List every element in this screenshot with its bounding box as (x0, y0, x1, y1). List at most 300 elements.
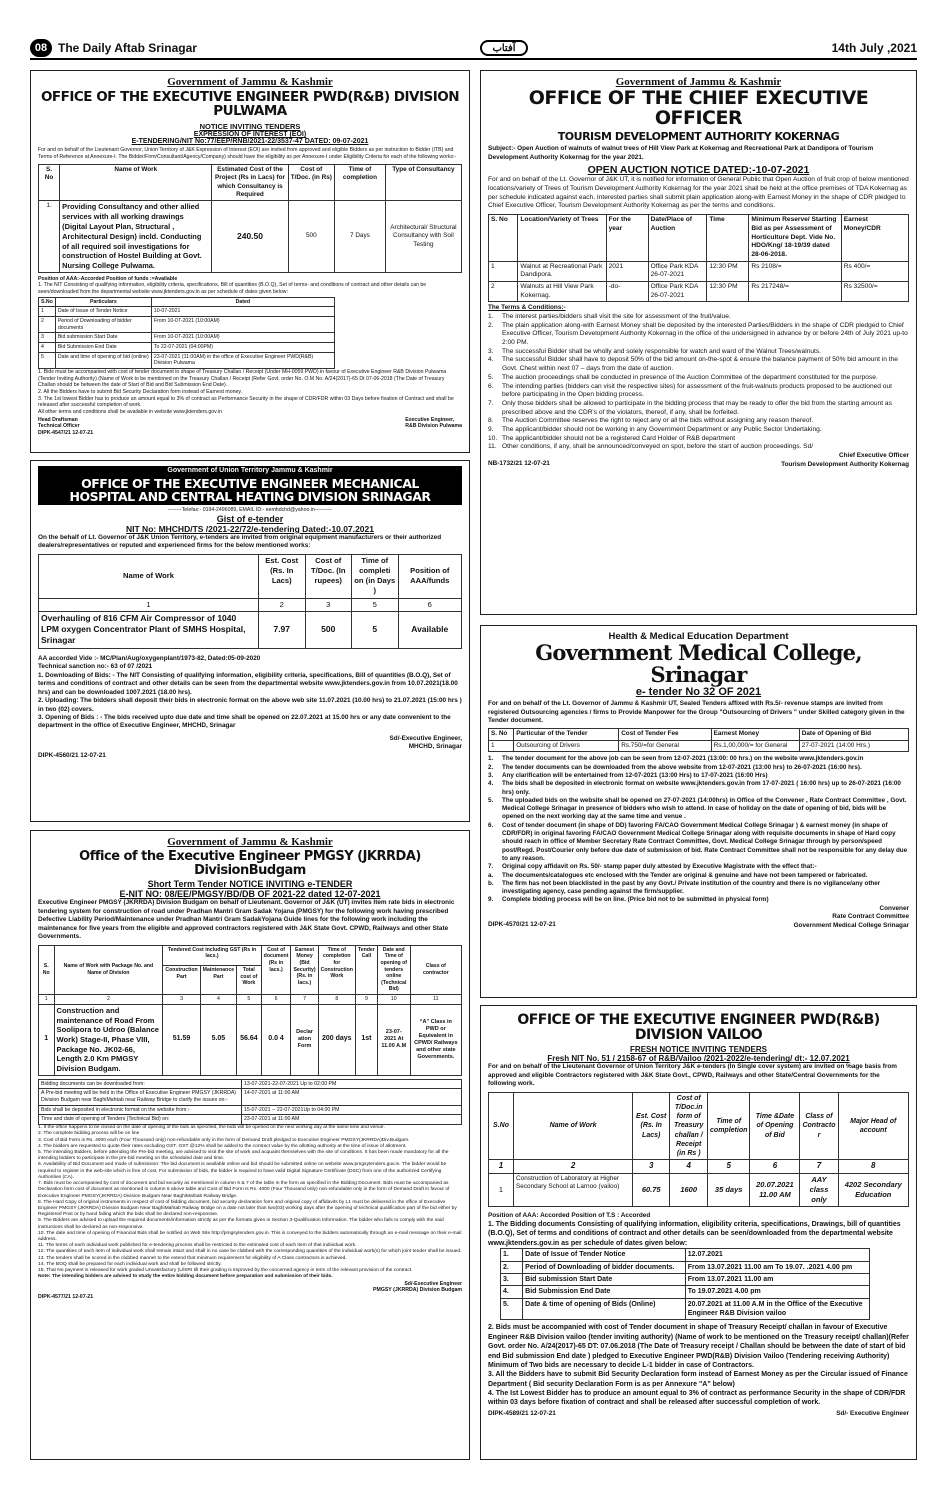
ad-title: Office of the Executive Engineer PMGSY (JKRRDA) DivisionBudgam (79, 849, 421, 878)
signature: Chief Executive Officer Tourism Development Authority Kokernag (781, 452, 909, 468)
table-cell: Time and date of opening of Tenders (Technical Bid) on: (39, 1115, 242, 1125)
column-header: Cost of Tender Fee (619, 729, 711, 740)
note-item: 10. The date and time of opening of Financial Bids shall be notified on Web Site http://pmgsytenders.gov.in. This is conveyed to the bidders automatically through an e-mail message on their e-mail address. (38, 1230, 462, 1243)
note-item: All other terms and conditions shall be available in website www.jktenders.gov.in (38, 408, 222, 415)
column-header: Name of Work (39, 554, 259, 598)
column-header: Date and Time of opening of tenders online (Technical Bid) (377, 945, 410, 995)
list-item-number: 7. (488, 863, 494, 871)
terms-list (488, 313, 909, 452)
signature: Sd/- Executive Engineer (836, 1409, 909, 1417)
table-header-row (39, 554, 462, 598)
note-item: 4. The Ist Lowest Bidder has to produce an amount equal to 3% of contract as performance Security in the shape of CDR/FDR within 03 days before fixation of contract and shall be released after successful completion of work. (488, 1390, 906, 1407)
auction-table (488, 214, 909, 302)
table-cell: From 10-07-2021 (10:00AM) (151, 317, 334, 333)
table-cell: 6 (261, 995, 291, 1005)
note-item: 2. Bids must be accompanied with cost of Tender document in shape of Treasury Receipt/ challan in favour of Executive Engineer R&B Division vailoo (tender inviting authority) (Name of work to be mentioned on the Treasury receipt/ challan)(Refer Govt. order No. A/24(2017)-65 DT: 07.06.2018 (The Date of Treasury receipt / Challan should be between the date of start of bid end Bid submission End date ) pledged to Executive Engineer PWD(R&B) Division Vailoo (Tendering receiving Authority) Minimum of Two bids are necessary to decide L-1 bidder in case of Contractors. (488, 1324, 909, 1369)
table-cell: 500 (305, 611, 352, 648)
list-item (488, 822, 909, 863)
table-cell: 1 (39, 1004, 55, 1075)
table-cell: 4 (39, 343, 56, 353)
contact-line: --------Telefax:- 0194-2496089, EMAIL ID:- eemhdchd@yahoo.in---------- (167, 507, 333, 514)
ad-gmc-srinagar (480, 625, 917, 998)
column-header: Date of Opening of Bid (799, 729, 908, 740)
table-cell: Date & time of opening of Bids (Online) (523, 1298, 686, 1320)
list-item-text: The applicant/bidder should not be a registered Card Holder of R&B department (502, 434, 736, 442)
column-header: Particulars (55, 297, 151, 307)
note-item: 6. Availability of Bid Document and mode of submission: The bid document is available online and bid should be submitted online on website www.pmgsytenders.gov.in. The bidder would be required to register in the web-site which is free of cost. For submission of bids, the bidder is required to have valid Digital Signature Certificate (DSC) from one of the authorized Certifying Authorities (CA). (38, 1162, 447, 1180)
column-header: Estimated Cost of the Project (Rs in Lacs) for which Consultancy is Required (212, 164, 288, 201)
list-item (488, 780, 909, 797)
column-header: Time of completion for Construction Work (318, 945, 355, 995)
ad-intro: For and on behalf of the Lt. Governor of Jammu & Kashmir UT, Sealed Tenders affixed with Rs.5/- revenue stamps are invited from registered Outsourcing agencies / firms to Provide Manpower for the Group "Outsourcing of Drivers " under Skilled category given in the Tender document. (488, 700, 905, 724)
table-cell: Bidding documents can be downloaded from: (39, 1079, 242, 1089)
note-item: 9. The Bidders are advised to upload the required documents/information strictly as per the formats given in Section 3-Qualification Information. The bidder who fails to comply with the said instructions shall be declared as non-responsive. (38, 1218, 444, 1230)
table-cell: Declar ation Form (291, 1004, 318, 1075)
table-cell: Walnut at Recreational Park Dandipora. (518, 261, 606, 281)
list-item-text: The Auction Committee reserves the right to reject any or all the bids without assigning any reason thereof. (502, 417, 814, 425)
table-cell: 15-07-2021 -- 22-07-2021Up to 04:00 PM (242, 1105, 462, 1115)
table-row (39, 1079, 462, 1089)
list-item-text: The applicant/bidder should not be working in any Government Department or any Public Sector Undertaking. (502, 426, 822, 434)
position-line: Position of AAA:-Accorded Position of funds :=Available (38, 275, 178, 282)
note-item: 3. The 1st lowest Bidder has to produce an amount equal to 3% of contract as Performance Security in the shape of CDR/FDR within 03 Days before fixation of Contract and shall be released after successful completion of work. (38, 395, 454, 409)
note-item: 1. Downloading of Bids: - The NIT Consisting of qualifying information, eligibility criteria, specifications, Bill of quantities (B.O.Q), Set of terms and conditions of contract and other details can be seen from the departmental website www.jktenders.gov.in from 10.07.2021(18.00 hrs) and can be downloaded 1007.2021 (18.00 hrs). (38, 671, 458, 696)
table-cell: Bid Submission End Date (523, 1286, 686, 1298)
table-cell: Walnuts at Hill View Park Kokernag. (518, 282, 606, 302)
column-header: Class of contractor (410, 945, 461, 995)
list-item (488, 797, 909, 822)
gist-heading: Gist of e-tender (216, 513, 284, 524)
list-item-number: 11. (488, 443, 497, 451)
column-header: S. No (39, 945, 55, 995)
list-item (488, 417, 909, 426)
column-header: Time of completion (708, 1092, 750, 1160)
works-table (38, 554, 462, 649)
column-header: Time &Date of Opening of Bid (750, 1092, 800, 1160)
list-item-number: 4. (488, 780, 494, 788)
list-item-number: 3. (488, 347, 494, 355)
table-cell: 23-07-2021 (11:00AM) in the office of Executive Engineer PWD(R&B) Division Pulwama (151, 352, 334, 368)
list-item (488, 356, 909, 373)
table-cell: 3. (501, 1273, 523, 1285)
ad-mechanical-hospital (30, 460, 470, 822)
table-cell: 1st (355, 1004, 377, 1075)
ad-intro: For and on behalf of the Lt. Governor of J&K UT, it is notified for information of General Public that Open Auction of fruit crop of below mentioned locations/variety of Trees of Tourism Development Authority Kokernag for the year 2021 shall be held at the office premises of TDA Kokernag as per schedule indicated against each. Interested parties shall submit plain application along-with Earnest Money in the shape of CDR pledged to Chief Executive Officer, Tourism Development Authority Kokernag as per the terms and conditions. (488, 176, 909, 210)
table-header-row (489, 215, 909, 262)
ad-intro: For and on behalf of the Lieutenant Governor, Union Territory of J&K Expression of Interest (EOI) are invited from approved and eligible Bidders as per instruction to Bidder (ITB) and Terms of Reference at Annexure-I. The Bidder/Firm/Consultant/Agency/Company) should have the eligibility as per Annexure-I under Eligibility Criteria for each of the following works:- (38, 147, 457, 160)
list-item (488, 896, 909, 904)
table-cell: 4 (200, 995, 236, 1005)
column-header: Cost of document (Rs in lacs.) (261, 945, 291, 995)
ad-eoi: EXPRESSION OF INTEREST (EOI) (193, 131, 307, 139)
note-item: 13. The tenders shall be scored in the clubbed manner to the extend that minimum requirement for eligibility of A Class contractors is achieved. (38, 1255, 347, 1261)
table-header-row (39, 164, 462, 201)
list-item (488, 374, 909, 383)
column-header: Name of Work (514, 1092, 633, 1160)
table-cell: Office Park KDA 26-07-2021 (648, 282, 707, 302)
table-header-row (39, 945, 462, 966)
subject-line: Subject:- Open Auction of walnuts of walnut trees of Hill View Park at Kokernag and Recreational Park at Dandipora of Tourism Development Authority Kokernag for the year 2021. (488, 145, 874, 161)
table-cell: -do- (606, 282, 648, 302)
table-cell: 2 (489, 282, 518, 302)
table-cell: 5.05 (200, 1004, 236, 1075)
table-cell: 2 (54, 995, 163, 1005)
list-item-text: The successful Bidder shall be wholly and solely responsible for watch and ward of the Walnut Trees/walnuts. (502, 347, 821, 355)
table-cell: 1 (39, 307, 56, 317)
column-header: Est. Cost (Rs. In Lacs) (633, 1092, 670, 1160)
schedule-table (500, 1248, 870, 1320)
table-cell: 4 (670, 1160, 708, 1174)
dipk-number: NB-1732/21 12-07-21 (488, 460, 550, 468)
table-cell: 1 (489, 1160, 514, 1174)
table-row (39, 1004, 462, 1075)
list-item (488, 755, 909, 763)
table-cell: 2 (514, 1160, 633, 1174)
ad-intro: For and on behalf of the Lieutenant Governor of Union Territory J&K e-tenders (In Single cover system) are invited on %age basis from approved and eligible Contractors registered with J&K State Govt., CPWD, Railways and other State/Central Governments for the following work. (488, 1063, 897, 1088)
note-item: 3. All the Bidders have to submit Bid Security Declaration form instead of Earnest Money as per the Circular issued of Finance Department ( Bid security Declaration Form is as per Annexure "A" below) (488, 1371, 908, 1388)
table-cell: 12:30 PM (707, 282, 749, 302)
list-item-number: 10. (488, 434, 498, 442)
schedule-table (38, 297, 335, 369)
position-line: Position of AAA: Accorded Position of T.S : Accorded (488, 1211, 651, 1219)
note-1: 1. The NIT Consisting of qualifying information, eligibility criteria, specifications, Bill of quantities (B.O.Q), Set of terms- and conditions of contract and other details can be seen/downloaded from the departmental website www.jktenders.gov.in as per schedule of dates given below: (38, 282, 427, 296)
column-header: Earnest Money (711, 729, 799, 740)
list-item-number: 6. (488, 382, 494, 390)
note-item: 15. That No payment is released for work graded Unsatisfactory (U/SRI till their grading is improved by the concerned agency in term of the relevant provision of the contract. (38, 1268, 413, 1274)
note-item: 1. Bids must be accompanied with cost of tender document in shape of Treasury Challan / Receipt (Under MH-0059 PWD) in favour of Executive Engineer R&B Division Pulwama (Tender Inviting Authority) (Name of Work to be mentioned on the Treasury Challan / Receipt (Refer Govt. order No. O.M No. A/24(2017)-65 Dt 07-06-2018 (The Date of Treasury Challan should be between the date of Start of Bid and Bid Submission End Date). (38, 369, 447, 389)
list-item-text: The successful Bidder shall have to deposit 50% of the bid amount on-the-spot & ensure the balance payment of 50% bid amount in the Govt. Chest within next 07 – days from the date of auction. (502, 356, 898, 373)
table-cell: “A” Class in PWD or Equivalent in CPWD/ Railways and other state Governments. (410, 1004, 461, 1075)
table-cell: 56.64 (237, 1004, 262, 1075)
list-item-number: 9. (488, 896, 494, 904)
table-cell: 20.07.2021 11.00 AM (750, 1173, 800, 1206)
list-item-text: The tender document for the above job can be seen from 12-07-2021 (13:00: 00 hrs.) on the website www.jktenders.gov.in (502, 755, 864, 763)
column-header: Minimum Reserve/ Starting Bid as per Assessment of Horticulture Dept. Vide No. HDO/Kng/ 18-19/39 dated 28-06-2018. (749, 215, 841, 262)
list-item-text: The firm has not been blacklisted in the past by any Govt./ Private institution of the country and there is no vigilance/any other investigating agency, case pending against the firm/supplier. (502, 879, 881, 896)
table-row (39, 611, 462, 648)
note-item: 2. Uploading: The bidders shall deposit their bids in electronic format on the above web site 11.07.2021 (10.00 hrs) to 21.07.2021 (15:00 hrs ) in two (02) covers. (38, 697, 462, 713)
column-header: Cost of T/Doc. (In rupees) (305, 554, 352, 598)
dipk-number: DIPK-4560/21 12-07-21 (38, 751, 106, 759)
table-cell: Architectural/ Structural Consultancy with Soil Testing (385, 201, 461, 272)
list-item-number: 1. (488, 755, 494, 763)
table-cell: 11 (410, 995, 461, 1005)
list-item (488, 772, 909, 780)
ad-government-line: Government of Jammu & Kashmir (167, 76, 333, 88)
list-item-text: The tender documents can be downloaded from the above website from 12-07-2021 (13:00 hrs) to 26-07-2021 (16:00 hrs). (502, 763, 862, 771)
column-header: Construction Part (163, 966, 200, 995)
etender-number: e- tender No 32 OF 2021 (635, 686, 762, 699)
page-header (30, 38, 917, 60)
signature: Sd/-Executive Engineer PMGSY (JKRRDA) Division Budgam (373, 1280, 462, 1294)
column-header: Earnest Money/CDR (841, 215, 908, 262)
table-row (39, 1115, 462, 1125)
list-item (488, 348, 909, 357)
list-item-text: The uploaded bids on the website shall be opened on 27-07-2021 (14:00hrs) in Office of the Convener , Rate Contract Committee , Govt. Medical College Srinagar in presence of bidders who wish to attend. In case of holiday on the date of opening of bid, bids will be opened on the next working day at the same time and venue . (502, 796, 907, 821)
table-cell: Rs 2108/= (749, 261, 841, 281)
table-row (501, 1261, 870, 1273)
ad-subtitle: TOURISM DEVELOPMENT AUTHORITY KOKERNAG (557, 129, 840, 143)
list-item (488, 383, 909, 400)
ad-title: OFFICE OF THE EXECUTIVE ENGINEER PWD(R&B) DIVISION PULWAMA (40, 89, 460, 120)
note-item: 14. The BOQ shall be prepared for each individual work and shall be followed strictly. (38, 1261, 222, 1267)
column-header: Cost of T/Doc. (in Rs) (288, 164, 335, 201)
table-cell: 1. (39, 201, 60, 272)
table-row (489, 1160, 909, 1174)
terms-heading: The Terms & Conditions:- (488, 304, 566, 312)
table-row (39, 317, 335, 333)
column-header: Time (707, 215, 749, 262)
table-cell: 1 (39, 598, 259, 611)
table-cell: 5 (237, 995, 262, 1005)
table-cell: 23-07-2021 At 11.00 A.M (377, 1004, 410, 1075)
table-cell: 8 (838, 1160, 908, 1174)
column-header: Earnest Money (Bid Security) (Rs. in lacs.) (291, 945, 318, 995)
list-item (488, 880, 909, 897)
note-item: 8. The Hard Copy of original instruments in respect of cost of bidding document, bid security declaration form and original copy of affidavits by L1 must be delivered in the office of Executive Engineer PMGSY (JKRRDA) Division Budgam Near BaghiMahtab Railway Bridge on a date not later than two(03) working days after the opening of technical qualification part of the bid either by Registered Post or by hand failing which the bids shall be declared non-responsive. (38, 1199, 457, 1218)
ad-pmgsy-budgam (30, 830, 470, 1460)
table-cell: Rs 400/= (841, 261, 908, 281)
dipk-number: DIPK-4589/21 12-07-21 (488, 1409, 556, 1417)
table-cell: 1 (489, 261, 518, 281)
column-header: S. No (489, 215, 518, 262)
column-header: Maintenance Part (200, 966, 236, 995)
table-cell: 27-07-2021 (14:00 Hrs.) (799, 740, 908, 751)
list-item (488, 863, 909, 871)
list-item (488, 872, 909, 880)
note-item: 2. The complete bidding process will be on line (38, 1131, 140, 1137)
table-cell: From 10-07-2021 (10:00AM) (151, 333, 334, 343)
page-number: 08 (30, 39, 52, 57)
table-cell: Bids shall be deposited in electronic format on the website from:- (39, 1105, 242, 1115)
list-item-number: 5. (488, 373, 494, 381)
table-cell: Bid submission Start Date (523, 1273, 686, 1285)
table-row (39, 352, 335, 368)
column-header: Name of Work with Package No. and Name of Division (54, 945, 163, 995)
signature-right: Executive Engineer, R&B Division Pulwama (405, 416, 462, 430)
table-cell: 20.07.2021 at 11.00 A.M in the Office of the Executive Engineer R&B Division vailoo (685, 1298, 870, 1320)
table-cell: Date of Issue of Tender Notice (55, 307, 151, 317)
table-row (39, 995, 462, 1005)
column-header: Type of Consultancy (385, 164, 461, 201)
table-cell: 23-07-2021 at 11:00 AM (242, 1115, 462, 1125)
table-cell: Date of Issue of Tender Notice (523, 1249, 686, 1261)
list-item-text: Any clarification will be entertained from 12-07-2021 (13:00 Hrs) to 17-07-2021 (16:00 Hrs) (502, 771, 768, 779)
table-row (39, 1089, 462, 1105)
nit-number: NIT No: MHCHD/TS /2021-22/72/e-tendering Dated:-10.07.2021 (126, 523, 374, 534)
table-cell: 5 (708, 1160, 750, 1174)
column-header: Position of AAA/funds (398, 554, 461, 598)
list-item-text: Cost of tender document (in shape of DD) favoring FA/CAO Government Medical College Srinagar ) & earnest money (in shape of CDR/FDR) in original favoring FA/CAO Government Medical College Srinagar along with requisite documents in shape of Hard copy should reach in office of Member Secretary Rate Contract Committee, Govt. Medical College Srinagar through by person/speed post/Regd. Post/Courier only before due date of submission of bid. Rate Contract Committee shall not be responsible for any delay due to any reason. (502, 821, 908, 862)
list-item (488, 764, 909, 772)
table-cell: Overhauling of 816 CFM Air Compressor of 1040 LPM oxygen Concentrator Plant of SMHS Hospital, Srinagar (39, 611, 259, 648)
table-cell: 2. (501, 1261, 523, 1273)
list-item-text: Complete bidding process will be on line. (Price bid not to be submitted in physical form) (502, 896, 769, 904)
table-cell: 240.50 (212, 201, 288, 272)
nit-number: E-NIT NO: 08/EE/PMGSY/BD/DB OF 2021-22 dated 12-07-2021 (119, 889, 381, 900)
table-cell: 5 (352, 611, 399, 648)
table-cell: Office Park KDA 26-07-2021 (648, 261, 707, 281)
table-cell: 4. (501, 1286, 523, 1298)
list-item (488, 426, 909, 435)
table-cell: AAY class only (800, 1173, 838, 1206)
ad-government-line: Government of Jammu & Kashmir (167, 836, 333, 848)
table-header-row (39, 297, 335, 307)
note-item: 2. All the Bidders have to submit Bid Security Declaration form instead of Earnest money. (38, 389, 243, 396)
table-cell: To 22-07-2021 (04:00PM) (151, 343, 334, 353)
list-item-text: The auction proceedings shall be conducted in presence of the Auction Committee of the department constituted for the purpose. (502, 373, 878, 381)
table-cell: 6 (398, 598, 461, 611)
table-cell: 1 (489, 1173, 514, 1206)
list-item-text: The intending parties (bidders can visit the respective sites) for assessment of the fruit-walnuts products proposed to be auctioned out before participating in the Open bidding process. (502, 382, 892, 399)
table-cell: Rs 32500/= (841, 282, 908, 302)
list-item-text: Other conditions, if any, shall be announced/conveyed on spot, before the start of auction proceedings. Sd/ (502, 443, 814, 451)
short-term-line: Short Term Tender NOTICE INVITING e-TENDER (147, 879, 353, 890)
table-row (39, 1105, 462, 1115)
table-cell: 3 (39, 333, 56, 343)
dipk-number: DIPK-4570/21 12-07-21 (488, 921, 556, 929)
note-item: 11. The terms of each individual work published for e-tendering process shall be restricted to the estimated cost of each item of that individual work. (38, 1243, 357, 1249)
ts-line: Technical sanction no:- 63 of 07 /2021 (38, 663, 153, 671)
table-cell: Period of Downloading of bidder documents (55, 317, 151, 333)
tender-table (488, 728, 909, 752)
table-cell: 5. (501, 1298, 523, 1320)
list-item (488, 400, 909, 417)
ad-tourism-kokernag (480, 70, 917, 615)
fresh-notice: FRESH NOTICE INVITING TENDERS (630, 1045, 767, 1055)
list-item-text: The interest parties/bidders shall visit the site for assessment of the fruit/value. (502, 312, 731, 320)
table-cell: Period of Downloading of bidder documents. (523, 1261, 686, 1273)
list-item (488, 322, 909, 348)
table-cell: 5 (352, 598, 399, 611)
list-item-text: The plain application along-with Earnest Money shall be deposited by the interested Parties/Bidders in the shape of CDR pledged to Chief Executive Officer, Tourism Development Authority Kokernag in the office of the undersigned in advance by or before 24th of July 2021 up-to 2:00 PM. (502, 321, 908, 347)
list-item-number: 1. (488, 312, 494, 320)
table-row (39, 598, 462, 611)
nit-number: Fresh NIT No. 51 / 2158-67 of R&B/Vailoo /2021-2022/e-tendering/ dt:- 12.07.2021 (547, 1054, 850, 1064)
table-cell: A Pre-bid meeting will be held in the Office of Executive Engineer PMGSY (JKRRDA) Division Budgam near BaghiMahtab near Railway Bridge to clarify the issues on:- (39, 1089, 242, 1105)
column-header: Time of completion (335, 164, 386, 201)
schedule-table (38, 1079, 462, 1125)
works-table (38, 945, 462, 1076)
column-header: S.No (39, 297, 56, 307)
column-header: Est. Cost (Rs. In Lacs) (258, 554, 305, 598)
list-item-number: 5. (488, 796, 494, 804)
table-cell: 2 (39, 317, 56, 333)
table-row (489, 740, 909, 751)
table-cell: Rs.1,00,000/= for General (711, 740, 799, 751)
table-cell: 8 (318, 995, 355, 1005)
table-cell: From 13.07.2021 11.00 am (685, 1273, 870, 1285)
column-header: Location/Variety of Trees (518, 215, 606, 262)
column-header: Tender Call (355, 945, 377, 995)
note-item: 4. The bidders are requested to quote their rates excluding GST. GST @12% shall be added to the contract value by the allotting authority at the time of issue of allotment. (38, 1143, 407, 1149)
table-cell: 1 (39, 995, 55, 1005)
table-cell: 14-07-2021 at 11:00 AM (242, 1089, 462, 1105)
table-cell: 12.07.2021 (685, 1249, 870, 1261)
table-row (39, 343, 335, 353)
column-header: Time of completi on (in Days ) (352, 554, 399, 598)
list-item-number: 8. (488, 417, 494, 425)
note-item: 1. If the office happens to be closed on the date of opening of the bids as specified, the bids will be opened on the next working day at the same time and venue. (38, 1125, 385, 1131)
table-cell: 1600 (670, 1173, 708, 1206)
ad-reference: E-TENDERING/NIT No:77/EEP/RNB/2021-22/3537-47 DATED: 09-07-2021 (131, 138, 369, 146)
table-cell: 10 (377, 995, 410, 1005)
ad-intro: On the behalf of Lt. Governor of J&K Union Territory, e-tenders are invited from original equipment manufacturers or their authorized dealers/representatives or reputed and experienced firms for the below mentioned works: (38, 533, 442, 550)
column-header: Particular of the Tender (514, 729, 619, 740)
table-row (501, 1249, 870, 1261)
table-cell: 200 days (318, 1004, 355, 1075)
list-item-text: Only those bidders shall be allowed to participate in the bidding process that may be ready to offer the bid from the starting amount as prescribed above and the CDR's of the violators, thereof, if any, shall be forfeited. (502, 399, 892, 416)
note-item: 12. The quantities of each item of individual work shall remain intact and shall in no case be clubbed with the corresponding quantities of the individual work(s) for which joint tender shall be issued. (38, 1249, 462, 1255)
list-item-number: 9. (488, 426, 494, 434)
table-cell: 2 (258, 598, 305, 611)
list-item (488, 443, 909, 452)
table-cell: 3 (633, 1160, 670, 1174)
ad-intro: Executive Engineer PMGSY (JKRRDA) Division Budgam on behalf of Lieutenant. Governor of J&K (UT) invites Item rate bids in electronic tendering system for construction of road under Pradhan Mantri Gram Sadak Yojana (PMGSY) for the following work having prescribed Defective Liability Period/Maintenance under Pradhan Mantri Gram SadakYojana Guide lines for the following work including the maintenance for five years from the eligible and approved contractors registered with J&K State Govt. CPWD, Railways and other State Governments. (38, 899, 455, 941)
list-item-text: Original copy affidavit on Rs. 50/- stamp paper duly attested by Executive Magistrate with the effect that:- (502, 863, 817, 871)
ad-government-line: Government of Jammu & Kashmir (615, 76, 782, 88)
table-cell: 500 (288, 201, 335, 272)
table-cell: 3 (163, 995, 200, 1005)
note-item: 3. Opening of Bids : - The bids received upto due date and time shall be opened on 22.07.2021 at 15.00 hrs or any date convenient to the department in the office of Executive Engineer, MHCHD, Srinagar (38, 713, 451, 730)
table-cell: 35 days (708, 1173, 750, 1206)
ad-government-line: Government of Union Territory Jammu & Kashmir (38, 466, 462, 475)
table-cell: 3 (305, 598, 352, 611)
table-row (501, 1298, 870, 1320)
table-cell: 13-07-2021-22-07-2021 Up to 02:00 PM (242, 1079, 462, 1089)
table-header-row (489, 1092, 909, 1160)
ad-title: OFFICE OF THE CHIEF EXECUTIVE OFFICER (528, 87, 869, 129)
column-header: For the year (606, 215, 648, 262)
list-item-number: 7. (488, 399, 494, 407)
note-item: 3. Cost of Bid Form is Rs. 4000 each (Four Thousand only) non-refundable only in the form of Demand Draft pledged to Executive Engineer PMGSY(JKRRDA)Div.Budgam. (38, 1137, 410, 1143)
dipk-number: DIPK-4547/21 12-07-21 (38, 429, 94, 436)
column-header: S.No (489, 1092, 514, 1160)
table-cell: 5 (39, 352, 56, 368)
ad-title: OFFICE OF THE EXECUTIVE ENGINEER MECHANICAL HOSPITAL AND CENTRAL HEATING DIVISION SRINAGAR (38, 475, 462, 505)
newspaper-logo: آفتاب (480, 40, 528, 56)
column-header: Major Head of account (838, 1092, 908, 1160)
column-header: S. No (39, 164, 60, 201)
note-item: Note: The intending bidders are advised to study the entire bidding document before preparation and submission of their bids. (38, 1274, 333, 1280)
table-cell: 60.75 (633, 1173, 670, 1206)
table-cell: Bid Submission End Date (55, 343, 151, 353)
column-header: Date/Place of Auction (648, 215, 707, 262)
auction-notice: OPEN AUCTION NOTICE DATED:-10-07-2021 (587, 164, 810, 177)
list-item-number: 3. (488, 771, 494, 779)
signature-left: Head Draftsman Technical Officer (38, 416, 80, 430)
table-cell: Rs.750/=for General (619, 740, 711, 751)
ad-pwd-vailoo (480, 1005, 917, 1460)
table-cell: 51.59 (163, 1004, 200, 1075)
works-table (38, 164, 462, 273)
table-cell: 2021 (606, 261, 648, 281)
ad-title: OFFICE OF THE EXECUTIVE ENGINEER PWD(R&B) DIVISION VAILOO (517, 1012, 880, 1043)
table-cell: 0.0 4 (261, 1004, 291, 1075)
table-cell: 7.97 (258, 611, 305, 648)
table-cell: 6 (750, 1160, 800, 1174)
list-item-number: 6. (488, 821, 494, 829)
note-item: 5. The intending Bidders, before attending the Pre-bid meeting, are advised to visit the site of work and acquaint themselves with the site of conditions. It has been made mandatory for all the intending bidders to participate in the pre-bid meeting on the scheduled date and time. (38, 1149, 449, 1162)
table-cell: Bid submission Start Date (55, 333, 151, 343)
column-header: Name of Work (60, 164, 212, 201)
table-cell: 10-07-2021 (151, 307, 334, 317)
table-cell: 12:30 PM (707, 261, 749, 281)
list-item-number: 4. (488, 356, 494, 364)
department-line: Health & Medical Education Department (608, 631, 789, 642)
ad-pwd-pulwama (30, 70, 470, 453)
column-header: Dated (151, 297, 334, 307)
